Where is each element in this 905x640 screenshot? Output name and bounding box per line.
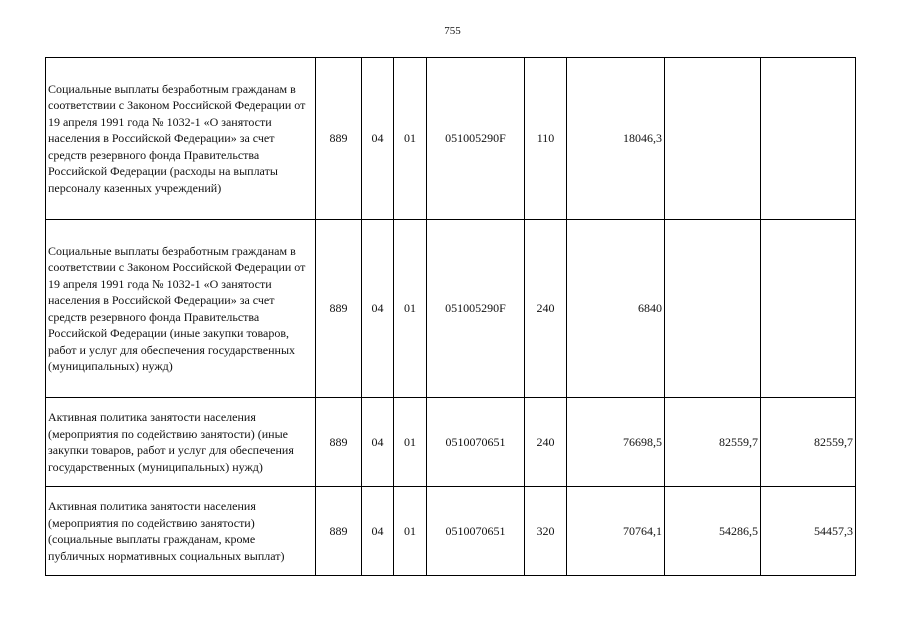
target-article-code: 051005290F	[427, 58, 525, 220]
section-code: 04	[362, 58, 394, 220]
row-description: Активная политика занятости населения (мероприятия по содействию занятости) (иные закупки товаров, работ и услуг для обеспечения государственных (муниципальных) нужд)	[46, 398, 316, 487]
subsection-code: 01	[394, 487, 427, 576]
budget-table	[45, 57, 856, 576]
amount-year-2: 54286,5	[665, 487, 761, 576]
section-code: 04	[362, 398, 394, 487]
subsection-code: 01	[394, 220, 427, 398]
page-number: 755	[444, 25, 461, 37]
amount-year-2	[665, 220, 761, 398]
subsection-code: 01	[394, 58, 427, 220]
amount-year-1: 18046,3	[567, 58, 665, 220]
expense-type-code: 240	[525, 398, 567, 487]
row-description: Активная политика занятости населения (мероприятия по содействию занятости) (социальные выплаты гражданам, кроме публичных нормативных социальных выплат)	[46, 487, 316, 576]
ministry-code: 889	[316, 487, 362, 576]
expense-type-code: 320	[525, 487, 567, 576]
section-code: 04	[362, 220, 394, 398]
amount-year-1: 70764,1	[567, 487, 665, 576]
amount-year-3	[761, 58, 856, 220]
table-row	[46, 398, 856, 487]
subsection-code: 01	[394, 398, 427, 487]
expense-type-code: 240	[525, 220, 567, 398]
ministry-code: 889	[316, 58, 362, 220]
ministry-code: 889	[316, 220, 362, 398]
amount-year-3: 54457,3	[761, 487, 856, 576]
row-description: Социальные выплаты безработным гражданам в соответствии с Законом Российской Федерации от 19 апреля 1991 года № 1032-1 «О занятости населения в Российской Федерации» за счет средств резервного фонда Правительства Российской Федерации (иные закупки товаров, работ и услуг для обеспечения государственных (муниципальных) нужд)	[46, 220, 316, 398]
amount-year-2	[665, 58, 761, 220]
section-code: 04	[362, 487, 394, 576]
amount-year-2: 82559,7	[665, 398, 761, 487]
amount-year-1: 6840	[567, 220, 665, 398]
amount-year-1: 76698,5	[567, 398, 665, 487]
row-description: Социальные выплаты безработным гражданам в соответствии с Законом Российской Федерации от 19 апреля 1991 года № 1032-1 «О занятости населения в Российской Федерации» за счет средств резервного фонда Правительства Российской Федерации (расходы на выплаты персоналу казенных учреждений)	[46, 58, 316, 220]
table-row	[46, 487, 856, 576]
table-row	[46, 220, 856, 398]
target-article-code: 051005290F	[427, 220, 525, 398]
target-article-code: 0510070651	[427, 398, 525, 487]
amount-year-3	[761, 220, 856, 398]
table-row	[46, 58, 856, 220]
amount-year-3: 82559,7	[761, 398, 856, 487]
expense-type-code: 110	[525, 58, 567, 220]
ministry-code: 889	[316, 398, 362, 487]
target-article-code: 0510070651	[427, 487, 525, 576]
